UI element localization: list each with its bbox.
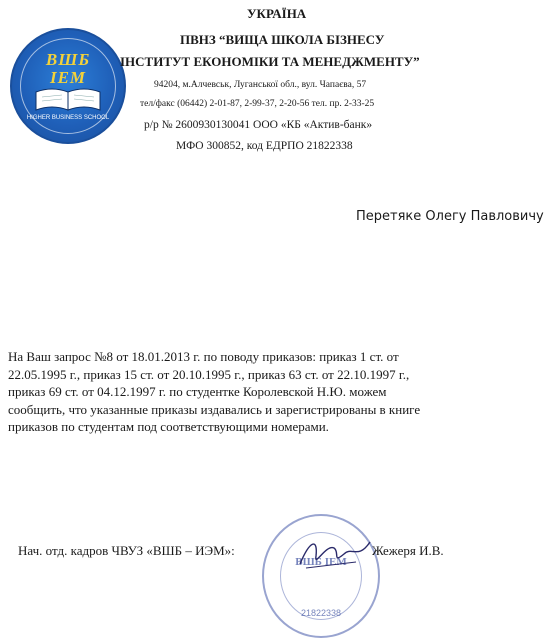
letter-body bbox=[8, 348, 538, 436]
body-line: приказ 69 ст. от 04.12.1997 г. по студентке Королевской Н.Ю. можем bbox=[8, 384, 387, 399]
logo-abbr-bottom: ІЕМ bbox=[49, 68, 87, 87]
signatory-name: Жежеря И.В. bbox=[372, 543, 444, 558]
open-book-icon bbox=[34, 86, 102, 112]
phone-line: тел/факс (06442) 2-01-87, 2-99-37, 2-20-56 тел. пр. 2-33-25 bbox=[140, 99, 375, 109]
institute-name: ІНСТИТУТ ЕКОНОМІКИ ТА МЕНЕДЖМЕНТУ” bbox=[120, 54, 420, 69]
body-line: сообщить, что указанные приказы издавались и зарегистрированы в книге bbox=[8, 401, 421, 417]
bank-account-line: р/р № 2600930130041 ООО «КБ «Актив-банк» bbox=[144, 119, 373, 131]
official-stamp bbox=[262, 514, 380, 638]
country-title: УКРАЇНА bbox=[247, 6, 307, 21]
handwritten-signature bbox=[296, 534, 376, 574]
mfo-line: МФО 300852, код ЕДРПО 21822338 bbox=[176, 140, 353, 152]
logo-motto: HIGHER BUSINESS SCHOOL bbox=[26, 115, 110, 121]
school-logo bbox=[10, 28, 126, 144]
body-line: 22.05.1995 г., приказ 15 ст. от 20.10.1995 г., приказ 63 ст. от 22.10.1997 г., bbox=[8, 366, 410, 382]
org-line: ПВНЗ “ВИЩА ШКОЛА БІЗНЕСУ bbox=[180, 32, 385, 47]
logo-abbr-top: ВШБ bbox=[45, 50, 91, 69]
stamp-code: 21822338 bbox=[300, 608, 342, 618]
address-line: 94204, м.Алчевськ, Луганської обл., вул. Чапаєва, 57 bbox=[154, 80, 367, 90]
stamp-abbr: ВШБ ІЕМ bbox=[295, 556, 347, 568]
signatory-position: Нач. отд. кадров ЧВУЗ «ВШБ – ИЭМ»: bbox=[18, 543, 235, 558]
body-line: На Ваш запрос №8 от 18.01.2013 г. по поводу приказов: приказ 1 ст. от bbox=[8, 349, 399, 364]
addressee: Перетяке Олегу Павловичу bbox=[356, 209, 544, 224]
body-line: приказов по студентам под соответствующими номерами. bbox=[8, 419, 329, 434]
